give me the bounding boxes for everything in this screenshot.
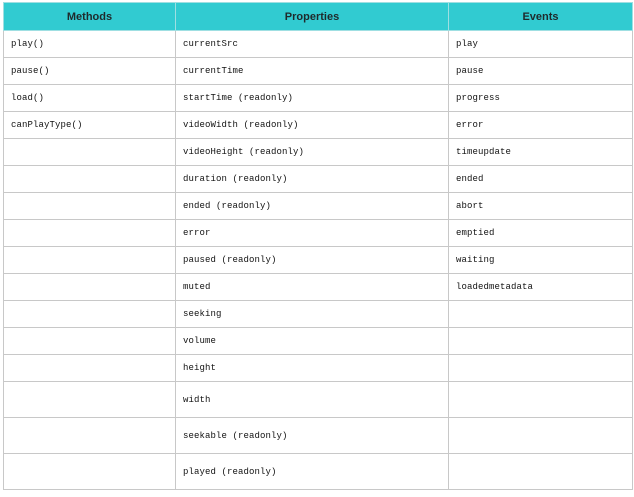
property-cell: duration (readonly) (176, 166, 449, 193)
property-cell: videoWidth (readonly) (176, 112, 449, 139)
event-cell (449, 418, 633, 454)
property-cell: seekable (readonly) (176, 418, 449, 454)
method-cell (4, 166, 176, 193)
property-cell: videoHeight (readonly) (176, 139, 449, 166)
table-row (4, 31, 633, 58)
table-row (4, 301, 633, 328)
event-cell: loadedmetadata (449, 274, 633, 301)
event-cell (449, 454, 633, 490)
table-row (4, 85, 633, 112)
property-cell: ended (readonly) (176, 193, 449, 220)
method-cell (4, 418, 176, 454)
event-cell: timeupdate (449, 139, 633, 166)
method-cell: load() (4, 85, 176, 112)
table-row (4, 418, 633, 454)
property-cell: seeking (176, 301, 449, 328)
method-cell (4, 328, 176, 355)
table-row (4, 193, 633, 220)
table-row (4, 112, 633, 139)
event-cell: emptied (449, 220, 633, 247)
method-cell (4, 220, 176, 247)
event-cell: progress (449, 85, 633, 112)
property-cell: muted (176, 274, 449, 301)
table-row (4, 454, 633, 490)
event-cell: play (449, 31, 633, 58)
property-cell: played (readonly) (176, 454, 449, 490)
table-row (4, 139, 633, 166)
table-row (4, 166, 633, 193)
header-methods: Methods (4, 3, 176, 31)
media-api-table (3, 2, 633, 490)
table-row (4, 247, 633, 274)
table-row (4, 58, 633, 85)
method-cell: canPlayType() (4, 112, 176, 139)
table-row (4, 328, 633, 355)
property-cell: height (176, 355, 449, 382)
table-row (4, 355, 633, 382)
property-cell: paused (readonly) (176, 247, 449, 274)
event-cell (449, 382, 633, 418)
event-cell (449, 301, 633, 328)
method-cell (4, 247, 176, 274)
property-cell: currentSrc (176, 31, 449, 58)
event-cell: ended (449, 166, 633, 193)
event-cell: waiting (449, 247, 633, 274)
method-cell: play() (4, 31, 176, 58)
event-cell (449, 328, 633, 355)
property-cell: volume (176, 328, 449, 355)
header-row (4, 3, 633, 31)
method-cell: pause() (4, 58, 176, 85)
event-cell: pause (449, 58, 633, 85)
method-cell (4, 382, 176, 418)
table-row (4, 220, 633, 247)
event-cell (449, 355, 633, 382)
event-cell: error (449, 112, 633, 139)
method-cell (4, 355, 176, 382)
method-cell (4, 139, 176, 166)
table-row (4, 274, 633, 301)
header-events: Events (449, 3, 633, 31)
method-cell (4, 274, 176, 301)
property-cell: currentTime (176, 58, 449, 85)
method-cell (4, 454, 176, 490)
table-row (4, 382, 633, 418)
method-cell (4, 301, 176, 328)
method-cell (4, 193, 176, 220)
property-cell: startTime (readonly) (176, 85, 449, 112)
property-cell: error (176, 220, 449, 247)
header-properties: Properties (176, 3, 449, 31)
property-cell: width (176, 382, 449, 418)
event-cell: abort (449, 193, 633, 220)
